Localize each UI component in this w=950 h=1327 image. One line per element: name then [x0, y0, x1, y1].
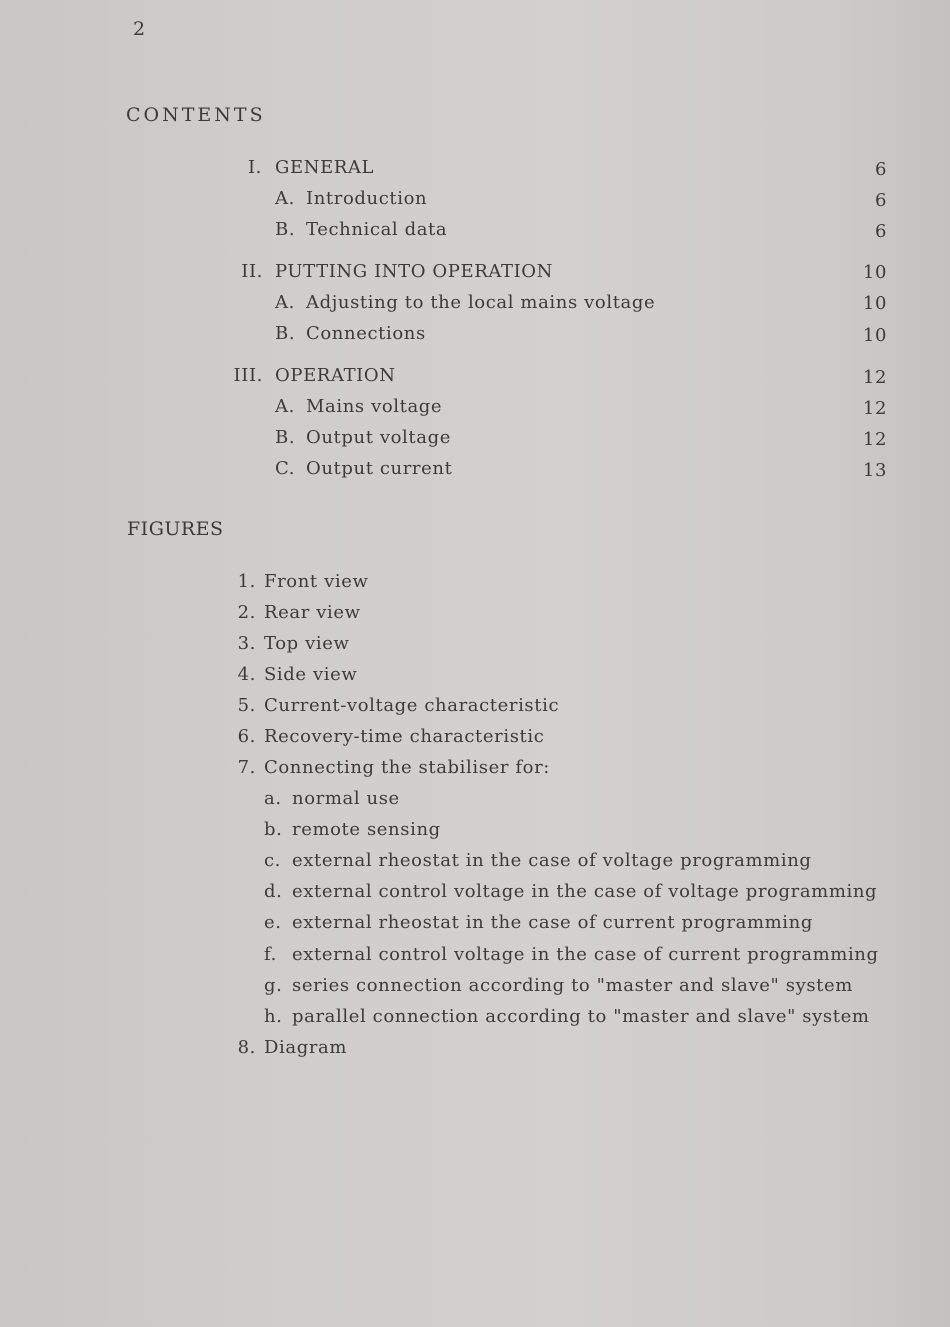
figure-title: Current-voltage characteristic: [264, 695, 560, 716]
section-numeral: II.: [241, 261, 263, 282]
figure-title: Recovery-time characteristic: [264, 726, 545, 747]
figure-subitem-letter: f.: [264, 944, 277, 965]
subsection-page: 12: [862, 398, 887, 419]
subsection-title: Introduction: [306, 188, 428, 209]
figure-number: 3.: [237, 633, 256, 654]
figure-number: 5.: [237, 695, 256, 716]
figure-subitem-title: remote sensing: [292, 819, 441, 840]
subsection-title: Connections: [306, 323, 426, 344]
subsection-page: 13: [862, 460, 887, 481]
figures-heading: FIGURES: [127, 518, 224, 540]
figure-title: Diagram: [264, 1037, 348, 1058]
figure-subitem-letter: b.: [264, 819, 283, 840]
subsection-letter: B.: [275, 219, 296, 240]
figure-subitem-letter: g.: [264, 975, 283, 996]
subsection-letter: B.: [275, 427, 296, 448]
section-page: 12: [862, 367, 887, 388]
figure-subitem-title: parallel connection according to "master and slave" system: [292, 1006, 870, 1027]
figure-number: 6.: [237, 726, 256, 747]
figure-subitem-title: normal use: [292, 788, 400, 809]
subsection-page: 10: [862, 325, 887, 346]
figure-number: 1.: [237, 571, 256, 592]
figure-subitem-title: series connection according to "master and slave" system: [292, 975, 853, 996]
subsection-letter: A.: [275, 396, 295, 417]
section-title: PUTTING INTO OPERATION: [275, 261, 554, 282]
subsection-letter: A.: [275, 188, 295, 209]
section-numeral: III.: [233, 365, 263, 386]
figure-subitem-letter: e.: [264, 912, 282, 933]
figure-title: Connecting the stabiliser for:: [264, 757, 550, 778]
section-title: GENERAL: [275, 157, 375, 178]
subsection-title: Adjusting to the local mains voltage: [306, 292, 656, 313]
figure-number: 2.: [237, 602, 256, 623]
figure-subitem-title: external control voltage in the case of voltage programming: [292, 881, 878, 902]
figure-subitem-letter: d.: [264, 881, 283, 902]
figure-number: 8.: [237, 1037, 256, 1058]
page-number: 2: [133, 18, 146, 40]
subsection-title: Mains voltage: [306, 396, 443, 417]
figure-title: Rear view: [264, 602, 361, 623]
section-title: OPERATION: [275, 365, 396, 386]
subsection-page: 6: [874, 221, 887, 242]
subsection-page: 10: [862, 293, 887, 314]
subsection-letter: C.: [275, 458, 296, 479]
subsection-page: 12: [862, 429, 887, 450]
subsection-title: Output voltage: [306, 427, 451, 448]
subsection-page: 6: [874, 190, 887, 211]
figure-subitem-title: external control voltage in the case of current programming: [292, 944, 879, 965]
subsection-letter: A.: [275, 292, 295, 313]
subsection-title: Output current: [306, 458, 453, 479]
figure-number: 4.: [237, 664, 256, 685]
figure-subitem-letter: c.: [264, 850, 282, 871]
figure-subitem-letter: a.: [264, 788, 282, 809]
figure-title: Side view: [264, 664, 358, 685]
figure-number: 7.: [237, 757, 256, 778]
figure-subitem-title: external rheostat in the case of current programming: [292, 912, 813, 933]
subsection-letter: B.: [275, 323, 296, 344]
contents-heading: CONTENTS: [126, 104, 266, 126]
figure-title: Front view: [264, 571, 369, 592]
subsection-title: Technical data: [306, 219, 448, 240]
section-numeral: I.: [247, 157, 262, 178]
figure-subitem-letter: h.: [264, 1006, 283, 1027]
section-page: 10: [862, 262, 887, 283]
figure-subitem-title: external rheostat in the case of voltage programming: [292, 850, 812, 871]
figure-title: Top view: [264, 633, 350, 654]
section-page: 6: [874, 159, 887, 180]
